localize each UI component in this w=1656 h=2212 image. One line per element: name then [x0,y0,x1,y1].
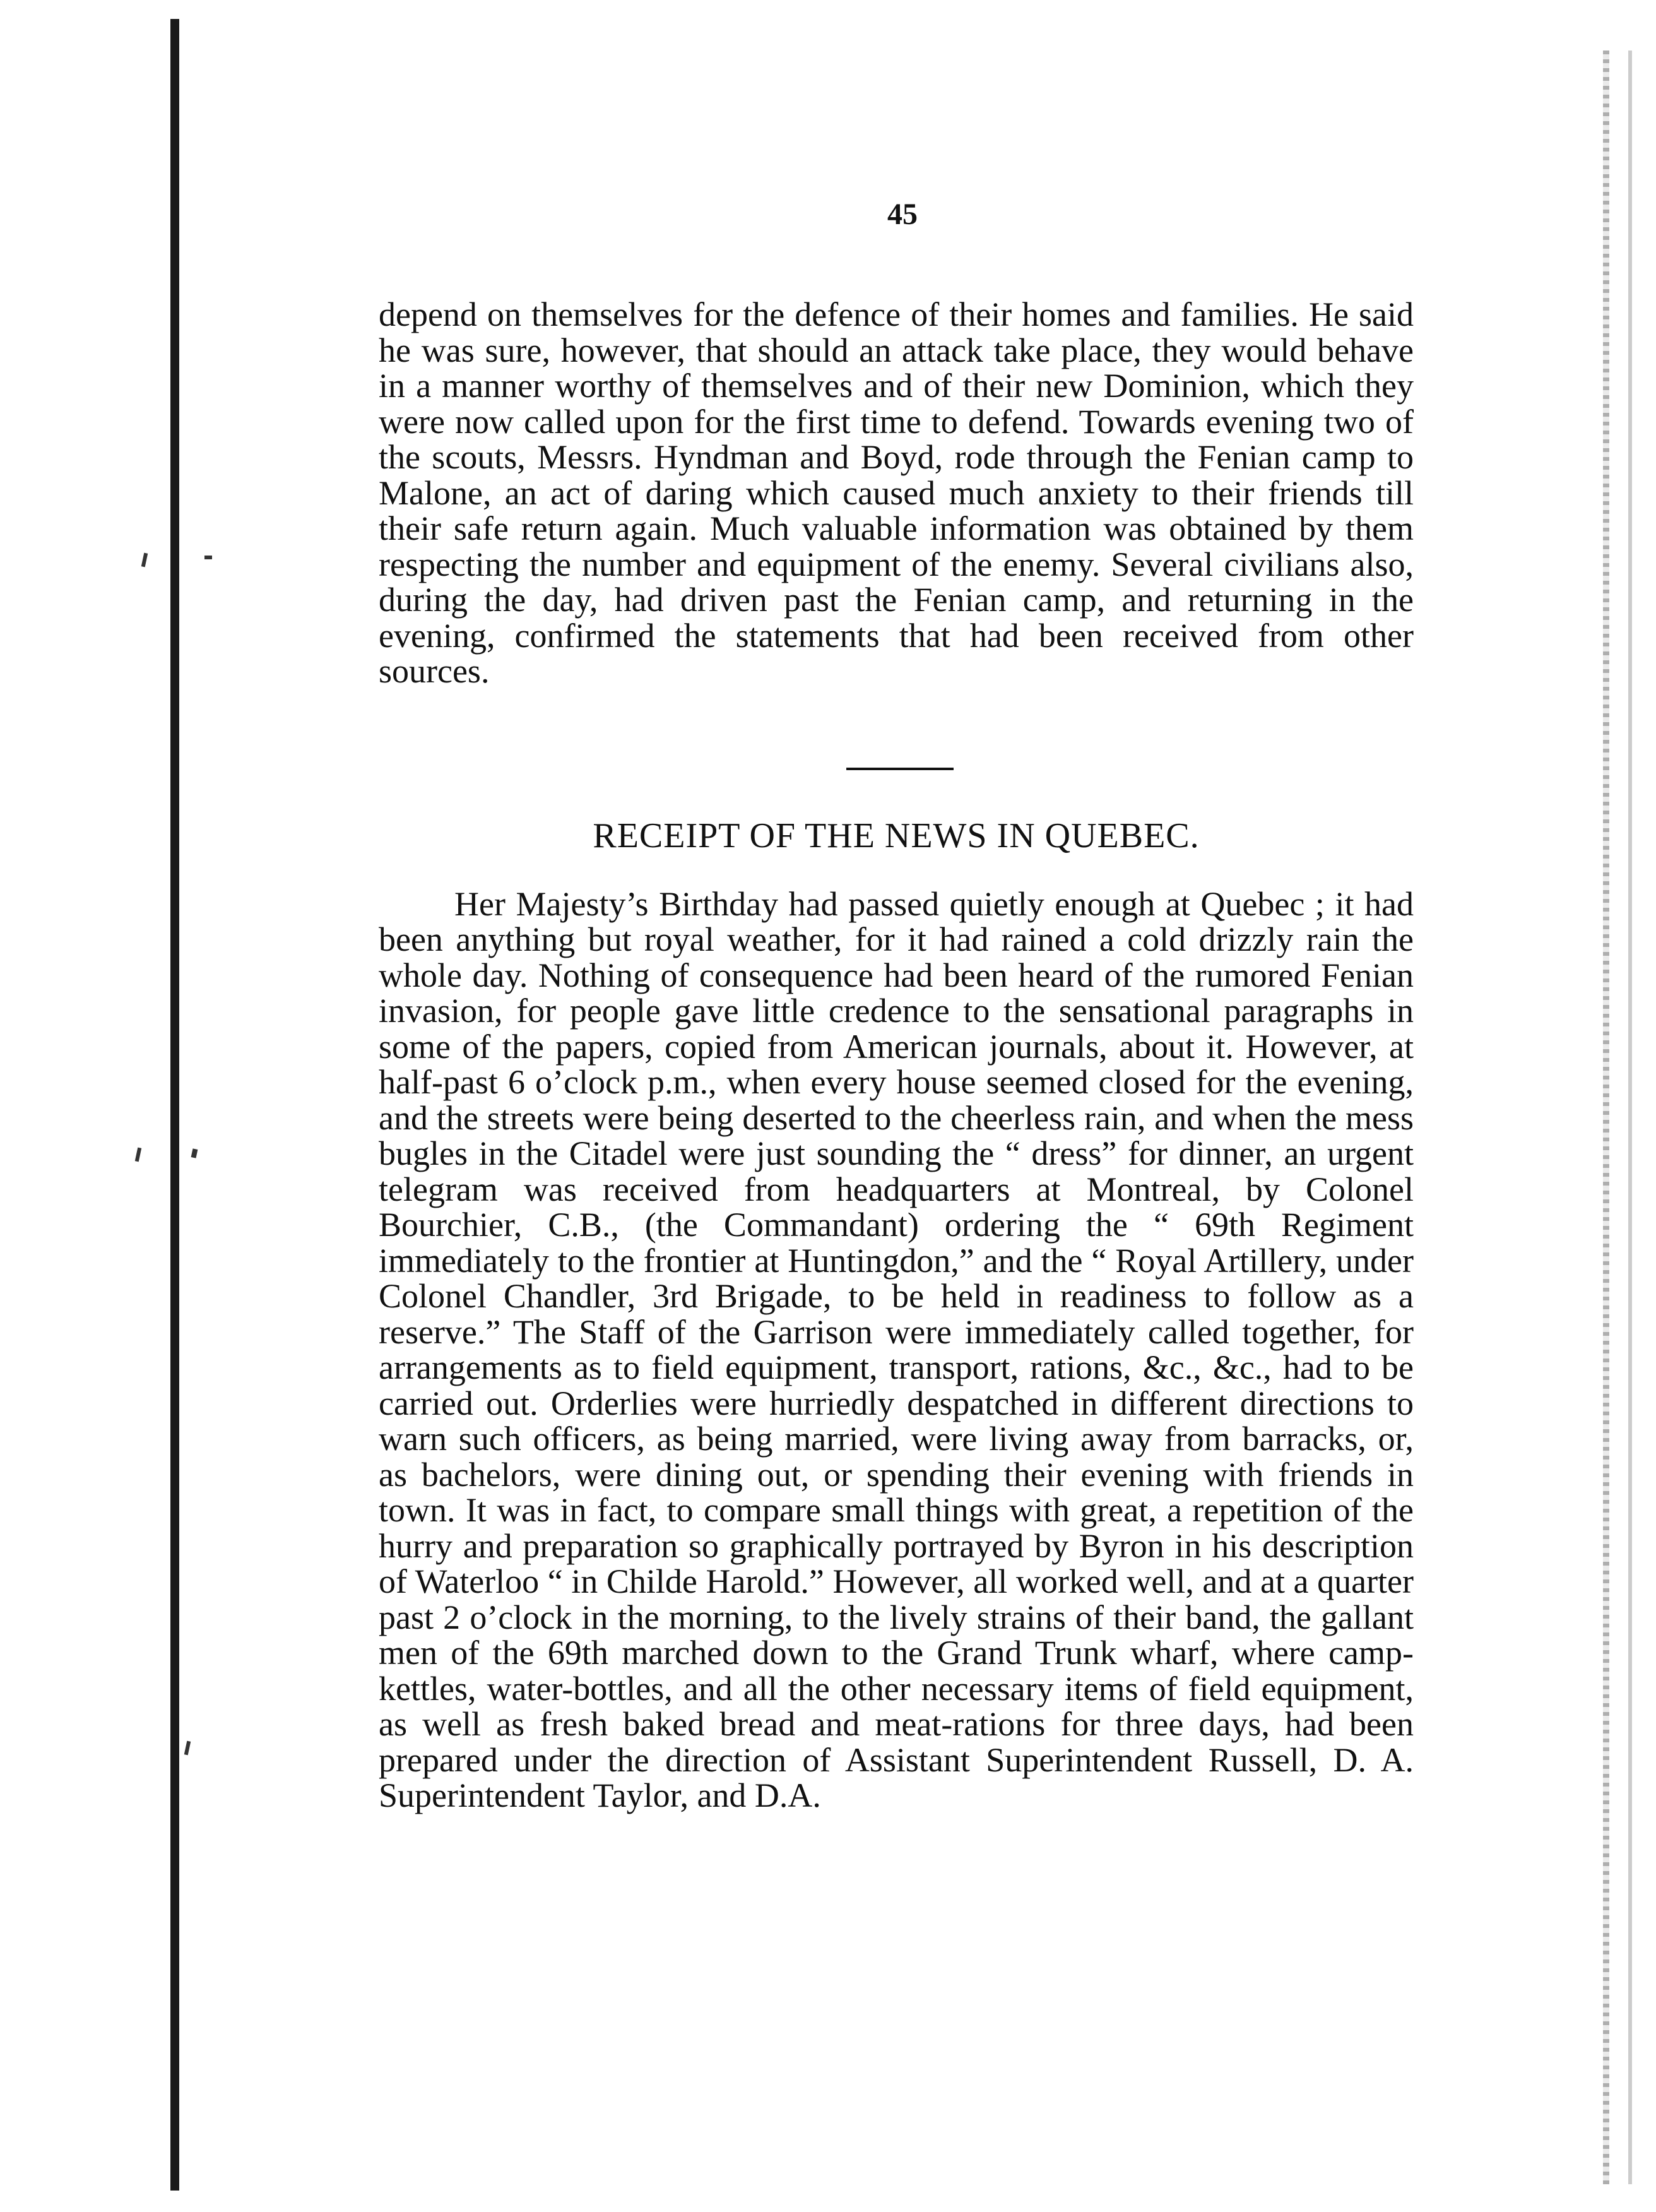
margin-mark [191,1148,198,1158]
paragraph-continued: depend on themselves for the defence of their homes and families. He said he was sure, however, that should an attack take place, they would behave in a manner worthy of themselves and of their new Dominion, which they were now called upon for the first time to defend. Towards evening two of the scouts, Messrs. Hyndman and Boyd, rode through the Fenian camp to Malone, an act of daring which caused much anxiety to their friends till their safe return again. Much valuable information was obtained by them respecting the number and equipment of the enemy. Several civilians also, during the day, had driven past the Fenian camp, and returning in the evening, confirmed the statements that had been received from other sources. [379,295,1414,690]
paragraph-receipt-of-news: Her Majesty’s Birthday had passed quietly enough at Quebec ; it had been anything but royal weather, for it had rained a cold drizzly rain the whole day. Nothing of consequence had been heard of the rumored Fenian invasion, for people gave little credence to the sensational paragraphs in some of the papers, copied from American journals, about it. However, at half-past 6 o’clock p.m., when every house seemed closed for the evening, and the streets were being deserted to the cheerless rain, and when the mess bugles in the Citadel were just sounding the “ dress” for dinner, an urgent telegram was received from headquarters at Montreal, by Colonel Bourchier, C.B., (the Commandant) ordering the “ 69th Regiment immediately to the frontier at Huntingdon,” and the “ Royal Artillery, under Colonel Chandler, 3rd Brigade, to be held in readiness to follow as a reserve.” The Staff of the Garrison were immediately called together, for arrangements as to field equipment, transport, rations, &c., &c., had to be carried out. Orderlies were hurriedly despatched in different directions to warn such officers, as being married, were living away from barracks, or, as bachelors, were dining out, or spending their evening with friends in town. It was in fact, to compare small things with great, a repetition of the hurry and preparation so graphically portrayed by Byron in his description of Waterloo “ in Childe Harold.” However, all worked well, and at a quarter past 2 o’clock in the morning, to the lively strains of their band, the gallant men of the 69th marched down to the Grand Trunk wharf, where camp-kettles, water-bottles, and all the other necessary items of field equipment, as well as fresh baked bread and meat-rations for three days, had been prepared under the direction of Assistant Superintendent Russell, D. A. Superintendent Taylor, and D.A. [379,884,1414,1814]
margin-mark [184,1741,191,1756]
section-divider [846,768,954,770]
facing-page-margin [0,0,170,2212]
book-page [379,189,1414,1814]
page-number: 45 [887,198,918,231]
page-right-edge-shadow [1628,51,1632,2184]
margin-mark [204,556,212,559]
page-gutter-edge [170,19,179,2191]
page-right-edge [1603,51,1609,2184]
section-heading: RECEIPT OF THE NEWS IN QUEBEC. [593,816,1200,855]
